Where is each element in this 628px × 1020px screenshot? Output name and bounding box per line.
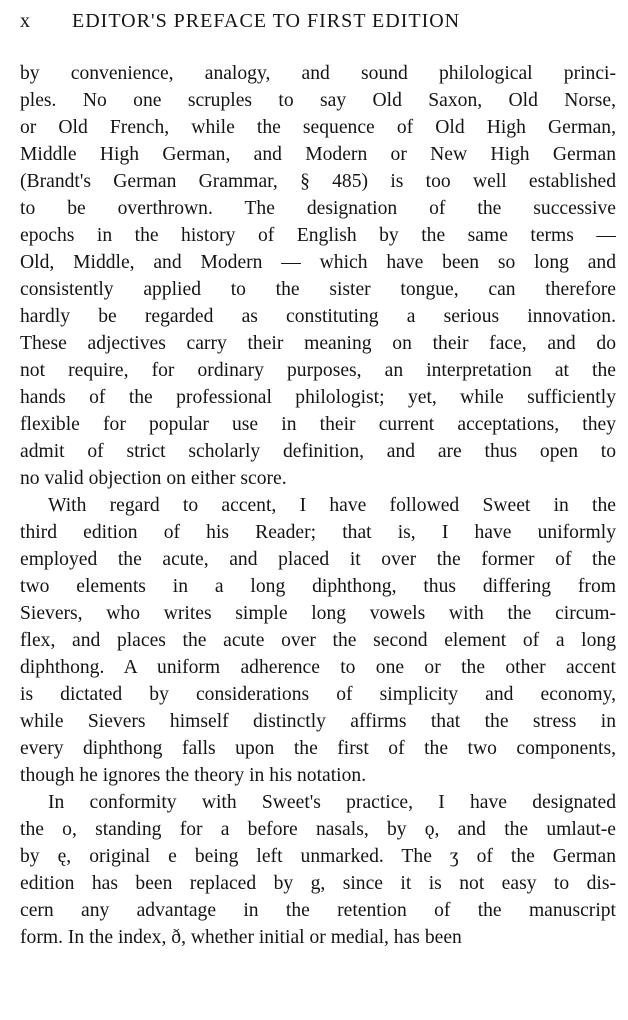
running-head [20, 6, 616, 36]
text-line: by convenience, analogy, and sound philological princi- [20, 63, 616, 84]
text-line: hardly be regarded as constituting a serious innovation. [20, 306, 616, 327]
text-line: Sievers, who writes simple long vowels with the circum- [20, 603, 616, 624]
text-line: or Old French, while the sequence of Old High German, [20, 117, 616, 138]
running-title: EDITOR'S PREFACE TO FIRST EDITION [72, 9, 461, 32]
text-line: every diphthong falls upon the first of the two components, [20, 738, 616, 759]
text-line: cern any advantage in the retention of the manuscript [20, 900, 616, 921]
text-line: while Sievers himself distinctly affirms that the stress in [20, 711, 616, 732]
paragraph [20, 492, 616, 789]
text-line: flexible for popular use in their current acceptations, they [20, 414, 616, 435]
text-line: flex, and places the acute over the second element of a long [20, 630, 616, 651]
text-line: third edition of his Reader; that is, I have uniformly [20, 522, 616, 543]
text-line: In conformity with Sweet's practice, I have designated [48, 792, 616, 813]
text-line: Old, Middle, and Modern — which have been so long and [20, 252, 616, 273]
text-line: no valid objection on either score. [20, 468, 287, 489]
text-line: two elements in a long diphthong, thus differing from [20, 576, 616, 597]
text-line: Middle High German, and Modern or New High German [20, 144, 616, 165]
text-line: (Brandt's German Grammar, § 485) is too well established [20, 171, 616, 192]
text-line: edition has been replaced by g, since it is not easy to dis- [20, 873, 616, 894]
text-line: epochs in the history of English by the same terms — [20, 225, 616, 246]
text-line: With regard to accent, I have followed Sweet in the [48, 495, 616, 516]
text-line: admit of strict scholarly definition, and are thus open to [20, 441, 616, 462]
text-line: the o, standing for a before nasals, by ǫ, and the umlaut-e [20, 819, 616, 840]
text-line: by ę, original e being left unmarked. The ʒ of the German [20, 846, 616, 867]
text-line: form. In the index, ð, whether initial or medial, has been [20, 927, 462, 948]
body-text [20, 60, 616, 951]
text-line: though he ignores the theory in his notation. [20, 765, 367, 786]
text-line: diphthong. A uniform adherence to one or the other accent [20, 657, 616, 678]
text-line: employed the acute, and placed it over the former of the [20, 549, 616, 570]
text-line: hands of the professional philologist; yet, while sufficiently [20, 387, 616, 408]
text-line: These adjectives carry their meaning on their face, and do [20, 333, 616, 354]
text-line: consistently applied to the sister tongue, can therefore [20, 279, 616, 300]
text-line: not require, for ordinary purposes, an interpretation at the [20, 360, 616, 381]
text-line: ples. No one scruples to say Old Saxon, Old Norse, [20, 90, 616, 111]
paragraph [20, 789, 616, 951]
text-line: is dictated by considerations of simplicity and economy, [20, 684, 616, 705]
page-number: x [20, 9, 31, 32]
text-line: to be overthrown. The designation of the successive [20, 198, 616, 219]
paragraph [20, 60, 616, 492]
